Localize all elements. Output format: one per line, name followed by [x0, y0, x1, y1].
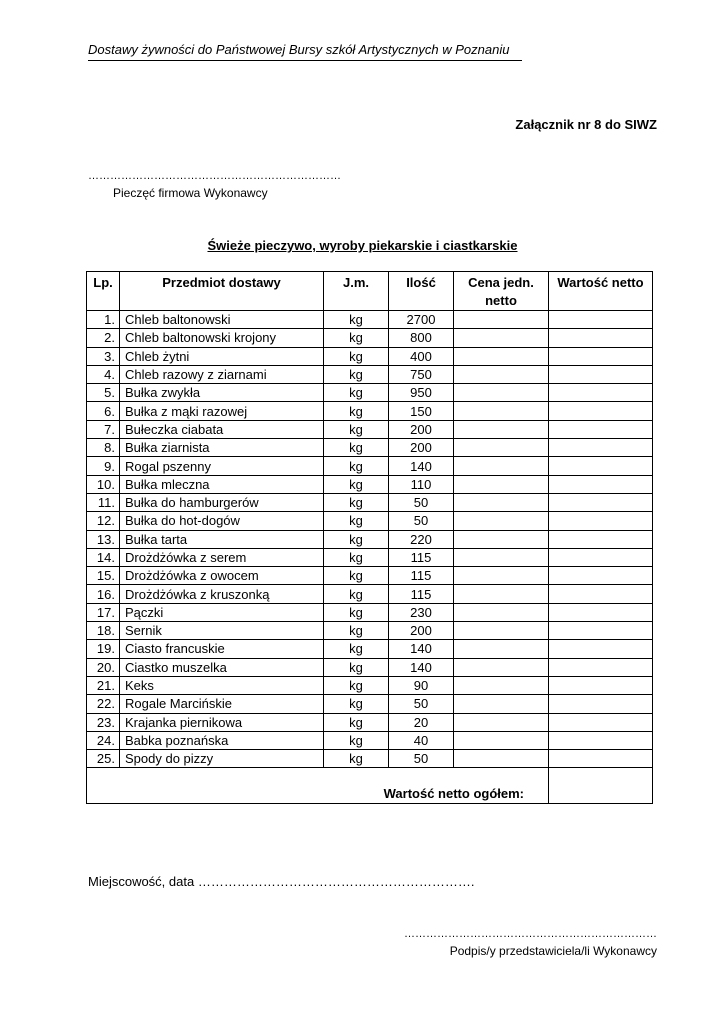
row-price-cell[interactable] [454, 640, 549, 658]
row-value-cell[interactable] [549, 658, 653, 676]
row-qty: 140 [389, 658, 454, 676]
row-item: Chleb baltonowski [120, 311, 324, 329]
row-qty: 200 [389, 420, 454, 438]
row-unit: kg [324, 493, 389, 511]
order-table [86, 271, 653, 804]
row-value-cell[interactable] [549, 420, 653, 438]
row-value-cell[interactable] [549, 311, 653, 329]
row-item: Bułka tarta [120, 530, 324, 548]
total-label: Wartość netto ogółem: [87, 768, 549, 804]
row-item: Drożdżówka z serem [120, 548, 324, 566]
row-lp: 3. [87, 347, 120, 365]
row-unit: kg [324, 311, 389, 329]
table-row [87, 311, 653, 329]
row-lp: 6. [87, 402, 120, 420]
row-unit: kg [324, 658, 389, 676]
row-unit: kg [324, 420, 389, 438]
row-unit: kg [324, 713, 389, 731]
row-qty: 230 [389, 603, 454, 621]
table-row [87, 695, 653, 713]
row-unit: kg [324, 640, 389, 658]
row-price-cell[interactable] [454, 713, 549, 731]
stamp-dotted-line: …………………………………………………………… [88, 170, 341, 182]
row-lp: 10. [87, 475, 120, 493]
row-unit: kg [324, 530, 389, 548]
row-item: Chleb baltonowski krojony [120, 329, 324, 347]
row-unit: kg [324, 439, 389, 457]
row-unit: kg [324, 750, 389, 768]
table-row [87, 493, 653, 511]
row-item: Drożdżówka z kruszonką [120, 585, 324, 603]
row-qty: 800 [389, 329, 454, 347]
table-row [87, 640, 653, 658]
table-row [87, 365, 653, 383]
row-lp: 5. [87, 384, 120, 402]
row-lp: 22. [87, 695, 120, 713]
row-price-cell[interactable] [454, 548, 549, 566]
row-value-cell[interactable] [549, 530, 653, 548]
row-qty: 50 [389, 750, 454, 768]
row-value-cell[interactable] [549, 365, 653, 383]
row-value-cell[interactable] [549, 548, 653, 566]
row-value-cell[interactable] [549, 676, 653, 694]
row-value-cell[interactable] [549, 695, 653, 713]
table-row [87, 530, 653, 548]
row-lp: 7. [87, 420, 120, 438]
row-unit: kg [324, 585, 389, 603]
row-unit: kg [324, 329, 389, 347]
row-value-cell[interactable] [549, 640, 653, 658]
table-row [87, 347, 653, 365]
row-price-cell[interactable] [454, 622, 549, 640]
signature-dotted-line: …………………………………………………………… [404, 928, 657, 940]
row-qty: 115 [389, 567, 454, 585]
row-item: Drożdżówka z owocem [120, 567, 324, 585]
row-lp: 11. [87, 493, 120, 511]
row-item: Bułka mleczna [120, 475, 324, 493]
table-row [87, 439, 653, 457]
row-price-cell[interactable] [454, 347, 549, 365]
row-price-cell[interactable] [454, 658, 549, 676]
table-row [87, 731, 653, 749]
row-price-cell[interactable] [454, 731, 549, 749]
table-row [87, 457, 653, 475]
table-row [87, 512, 653, 530]
col-header-item: Przedmiot dostawy [120, 272, 324, 311]
row-qty: 50 [389, 512, 454, 530]
row-lp: 24. [87, 731, 120, 749]
row-item: Pączki [120, 603, 324, 621]
row-unit: kg [324, 402, 389, 420]
row-price-cell[interactable] [454, 420, 549, 438]
row-unit: kg [324, 731, 389, 749]
row-item: Bułka z mąki razowej [120, 402, 324, 420]
section-title: Świeże pieczywo, wyroby piekarskie i ciastkarskie [207, 238, 518, 253]
row-value-cell[interactable] [549, 603, 653, 621]
row-value-cell[interactable] [549, 713, 653, 731]
col-header-unit: J.m. [324, 272, 389, 311]
table-row [87, 567, 653, 585]
row-price-cell[interactable] [454, 475, 549, 493]
row-unit: kg [324, 695, 389, 713]
annex-label: Załącznik nr 8 do SIWZ [515, 117, 657, 132]
row-unit: kg [324, 457, 389, 475]
row-unit: kg [324, 365, 389, 383]
row-item: Bułeczka ciabata [120, 420, 324, 438]
row-item: Krajanka piernikowa [120, 713, 324, 731]
total-value-cell[interactable] [549, 768, 653, 804]
row-item: Chleb żytni [120, 347, 324, 365]
row-price-cell[interactable] [454, 402, 549, 420]
row-price-cell[interactable] [454, 695, 549, 713]
row-price-cell[interactable] [454, 311, 549, 329]
row-item: Bułka zwykła [120, 384, 324, 402]
signature-label: Podpis/y przedstawiciela/li Wykonawcy [449, 944, 657, 958]
document-header: Dostawy żywności do Państwowej Bursy szkół Artystycznych w Poznaniu [88, 42, 510, 57]
row-qty: 200 [389, 439, 454, 457]
row-unit: kg [324, 347, 389, 365]
col-header-lp: Lp. [87, 272, 120, 311]
row-qty: 50 [389, 695, 454, 713]
row-unit: kg [324, 622, 389, 640]
table-row [87, 329, 653, 347]
row-item: Babka poznańska [120, 731, 324, 749]
row-item: Spody do pizzy [120, 750, 324, 768]
row-qty: 140 [389, 457, 454, 475]
row-qty: 220 [389, 530, 454, 548]
row-value-cell[interactable] [549, 585, 653, 603]
table-row [87, 676, 653, 694]
row-price-cell[interactable] [454, 439, 549, 457]
table-row [87, 402, 653, 420]
row-price-cell[interactable] [454, 585, 549, 603]
row-item: Rogal pszenny [120, 457, 324, 475]
stamp-label: Pieczęć firmowa Wykonawcy [113, 186, 268, 200]
row-lp: 12. [87, 512, 120, 530]
row-lp: 4. [87, 365, 120, 383]
row-price-cell[interactable] [454, 512, 549, 530]
table-row [87, 548, 653, 566]
table-row [87, 622, 653, 640]
row-qty: 40 [389, 731, 454, 749]
row-value-cell[interactable] [549, 493, 653, 511]
row-value-cell[interactable] [549, 512, 653, 530]
row-value-cell[interactable] [549, 347, 653, 365]
table-row [87, 585, 653, 603]
table-row [87, 384, 653, 402]
row-price-cell[interactable] [454, 750, 549, 768]
row-lp: 20. [87, 658, 120, 676]
table-row [87, 658, 653, 676]
row-value-cell[interactable] [549, 622, 653, 640]
row-price-cell[interactable] [454, 567, 549, 585]
row-value-cell[interactable] [549, 475, 653, 493]
row-lp: 8. [87, 439, 120, 457]
table-row [87, 603, 653, 621]
row-lp: 16. [87, 585, 120, 603]
row-unit: kg [324, 567, 389, 585]
row-lp: 13. [87, 530, 120, 548]
row-lp: 17. [87, 603, 120, 621]
row-qty: 110 [389, 475, 454, 493]
row-price-cell[interactable] [454, 493, 549, 511]
table-row [87, 475, 653, 493]
row-price-cell[interactable] [454, 457, 549, 475]
row-qty: 400 [389, 347, 454, 365]
row-value-cell[interactable] [549, 402, 653, 420]
row-lp: 14. [87, 548, 120, 566]
row-item: Ciastko muszelka [120, 658, 324, 676]
row-item: Keks [120, 676, 324, 694]
row-item: Sernik [120, 622, 324, 640]
row-qty: 90 [389, 676, 454, 694]
row-price-cell[interactable] [454, 603, 549, 621]
row-value-cell[interactable] [549, 384, 653, 402]
row-value-cell[interactable] [549, 567, 653, 585]
row-lp: 1. [87, 311, 120, 329]
row-lp: 9. [87, 457, 120, 475]
row-lp: 25. [87, 750, 120, 768]
row-unit: kg [324, 384, 389, 402]
row-unit: kg [324, 676, 389, 694]
row-lp: 15. [87, 567, 120, 585]
row-price-cell[interactable] [454, 329, 549, 347]
table-row [87, 750, 653, 768]
row-value-cell[interactable] [549, 731, 653, 749]
row-unit: kg [324, 512, 389, 530]
row-qty: 115 [389, 548, 454, 566]
row-lp: 2. [87, 329, 120, 347]
table-row [87, 713, 653, 731]
header-underline [88, 60, 522, 61]
table-body [87, 311, 653, 768]
row-qty: 50 [389, 493, 454, 511]
row-qty: 750 [389, 365, 454, 383]
row-price-cell[interactable] [454, 384, 549, 402]
row-item: Chleb razowy z ziarnami [120, 365, 324, 383]
row-lp: 18. [87, 622, 120, 640]
row-qty: 20 [389, 713, 454, 731]
row-value-cell[interactable] [549, 439, 653, 457]
row-qty: 950 [389, 384, 454, 402]
row-item: Ciasto francuskie [120, 640, 324, 658]
row-unit: kg [324, 475, 389, 493]
row-lp: 19. [87, 640, 120, 658]
row-qty: 150 [389, 402, 454, 420]
col-header-value: Wartość netto [549, 272, 653, 311]
place-date-line: Miejscowość, data ………………………………………………………. [88, 874, 475, 889]
row-item: Rogale Marcińskie [120, 695, 324, 713]
row-price-cell[interactable] [454, 676, 549, 694]
col-header-price: Cena jedn. netto [454, 272, 549, 311]
row-item: Bułka do hamburgerów [120, 493, 324, 511]
row-lp: 21. [87, 676, 120, 694]
row-qty: 200 [389, 622, 454, 640]
row-item: Bułka do hot-dogów [120, 512, 324, 530]
total-row [87, 768, 653, 804]
row-price-cell[interactable] [454, 530, 549, 548]
row-lp: 23. [87, 713, 120, 731]
row-value-cell[interactable] [549, 329, 653, 347]
row-qty: 115 [389, 585, 454, 603]
row-unit: kg [324, 548, 389, 566]
row-value-cell[interactable] [549, 750, 653, 768]
row-price-cell[interactable] [454, 365, 549, 383]
row-unit: kg [324, 603, 389, 621]
row-value-cell[interactable] [549, 457, 653, 475]
table-header-row [87, 272, 653, 311]
col-header-qty: Ilość [389, 272, 454, 311]
table-row [87, 420, 653, 438]
row-qty: 140 [389, 640, 454, 658]
row-item: Bułka ziarnista [120, 439, 324, 457]
row-qty: 2700 [389, 311, 454, 329]
